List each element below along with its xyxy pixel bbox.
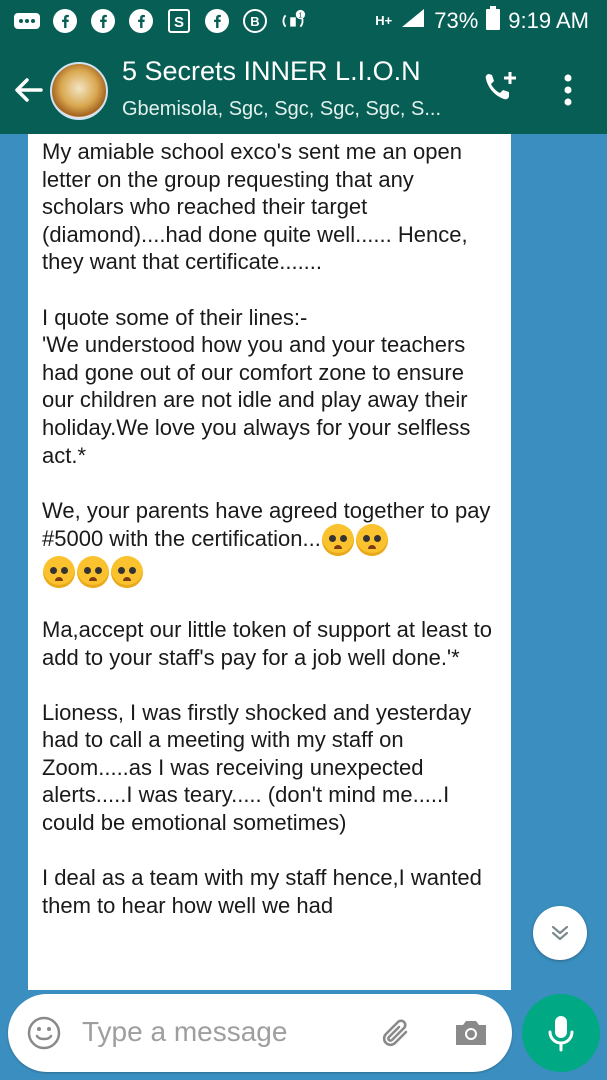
svg-text:1: 1: [298, 10, 303, 20]
message-paragraph: I quote some of their lines:- 'We understood how you and your teachers had gone out of our comfort zone to ensure our children are not idle and play away their holiday.We love you always for your selfless act.*: [42, 304, 471, 468]
svg-text:S: S: [173, 14, 185, 31]
message-bubble[interactable]: [28, 134, 511, 990]
facebook-icon: [52, 8, 78, 34]
microphone-icon: [545, 1013, 577, 1053]
message-paragraph: My amiable school exco's sent me an open letter on the group requesting that any scholars who reached their target (diamond)....had done quite well...... Hence, they want that certificate.......: [42, 139, 468, 275]
chat-header: [0, 42, 607, 134]
facebook-icon: [204, 8, 230, 34]
double-chevron-down-icon: [548, 921, 572, 945]
pleading-face-emoji: [43, 556, 75, 588]
battery-icon: [486, 6, 500, 36]
group-avatar[interactable]: [50, 62, 108, 120]
svg-text:B: B: [250, 14, 260, 29]
message-paragraph: I deal as a team with my staff hence,I wanted them to hear how well we had: [42, 865, 482, 918]
more-icon: [14, 8, 40, 34]
message-composer: [8, 994, 512, 1072]
facebook-icon: [128, 8, 154, 34]
network-type: H+: [375, 13, 393, 28]
group-participants[interactable]: Gbemisola, Sgc, Sgc, Sgc, Sgc, S...: [122, 98, 442, 120]
notification-icons: [0, 8, 306, 34]
battery-percent: 73%: [434, 8, 479, 33]
group-title[interactable]: 5 Secrets INNER L.I.O.N: [122, 56, 421, 86]
system-indicators: [375, 6, 607, 36]
attachment-icon[interactable]: [378, 1014, 416, 1052]
message-paragraph-with-emoji: [42, 497, 497, 589]
message-paragraph: Ma,accept our little token of support at least to add to your staff's pay for a job well done.'*: [42, 616, 493, 670]
message-input[interactable]: Type a message: [82, 1016, 288, 1047]
scroll-to-bottom-button[interactable]: [533, 906, 587, 960]
emoji-icon[interactable]: [26, 1015, 62, 1051]
s-app-icon: [166, 8, 192, 34]
camera-icon[interactable]: [452, 1014, 490, 1052]
signal-icon: [400, 7, 426, 35]
pleading-face-emoji: [111, 556, 143, 588]
back-arrow-icon[interactable]: [10, 72, 46, 108]
b-app-icon: [242, 8, 268, 34]
add-call-icon[interactable]: [480, 68, 520, 108]
pleading-face-emoji: [77, 556, 109, 588]
facebook-icon: [90, 8, 116, 34]
pleading-face-emoji: [356, 524, 388, 556]
message-text: [28, 134, 511, 919]
more-options-icon[interactable]: [556, 70, 580, 110]
message-paragraph: Lioness, I was firstly shocked and yesterday had to call a meeting with my staff on Zoom.....as I was receiving unexpected alerts.....I was teary..... (don't mind me.....I could be emotional sometimes): [42, 699, 472, 836]
message-paragraph: We, your parents have agreed together to pay #5000 with the certification...: [42, 497, 491, 552]
hotspot-icon: [280, 8, 306, 34]
voice-record-button[interactable]: [522, 994, 600, 1072]
pleading-face-emoji: [322, 524, 354, 556]
status-bar: [0, 0, 607, 42]
clock: 9:19 AM: [508, 8, 589, 33]
